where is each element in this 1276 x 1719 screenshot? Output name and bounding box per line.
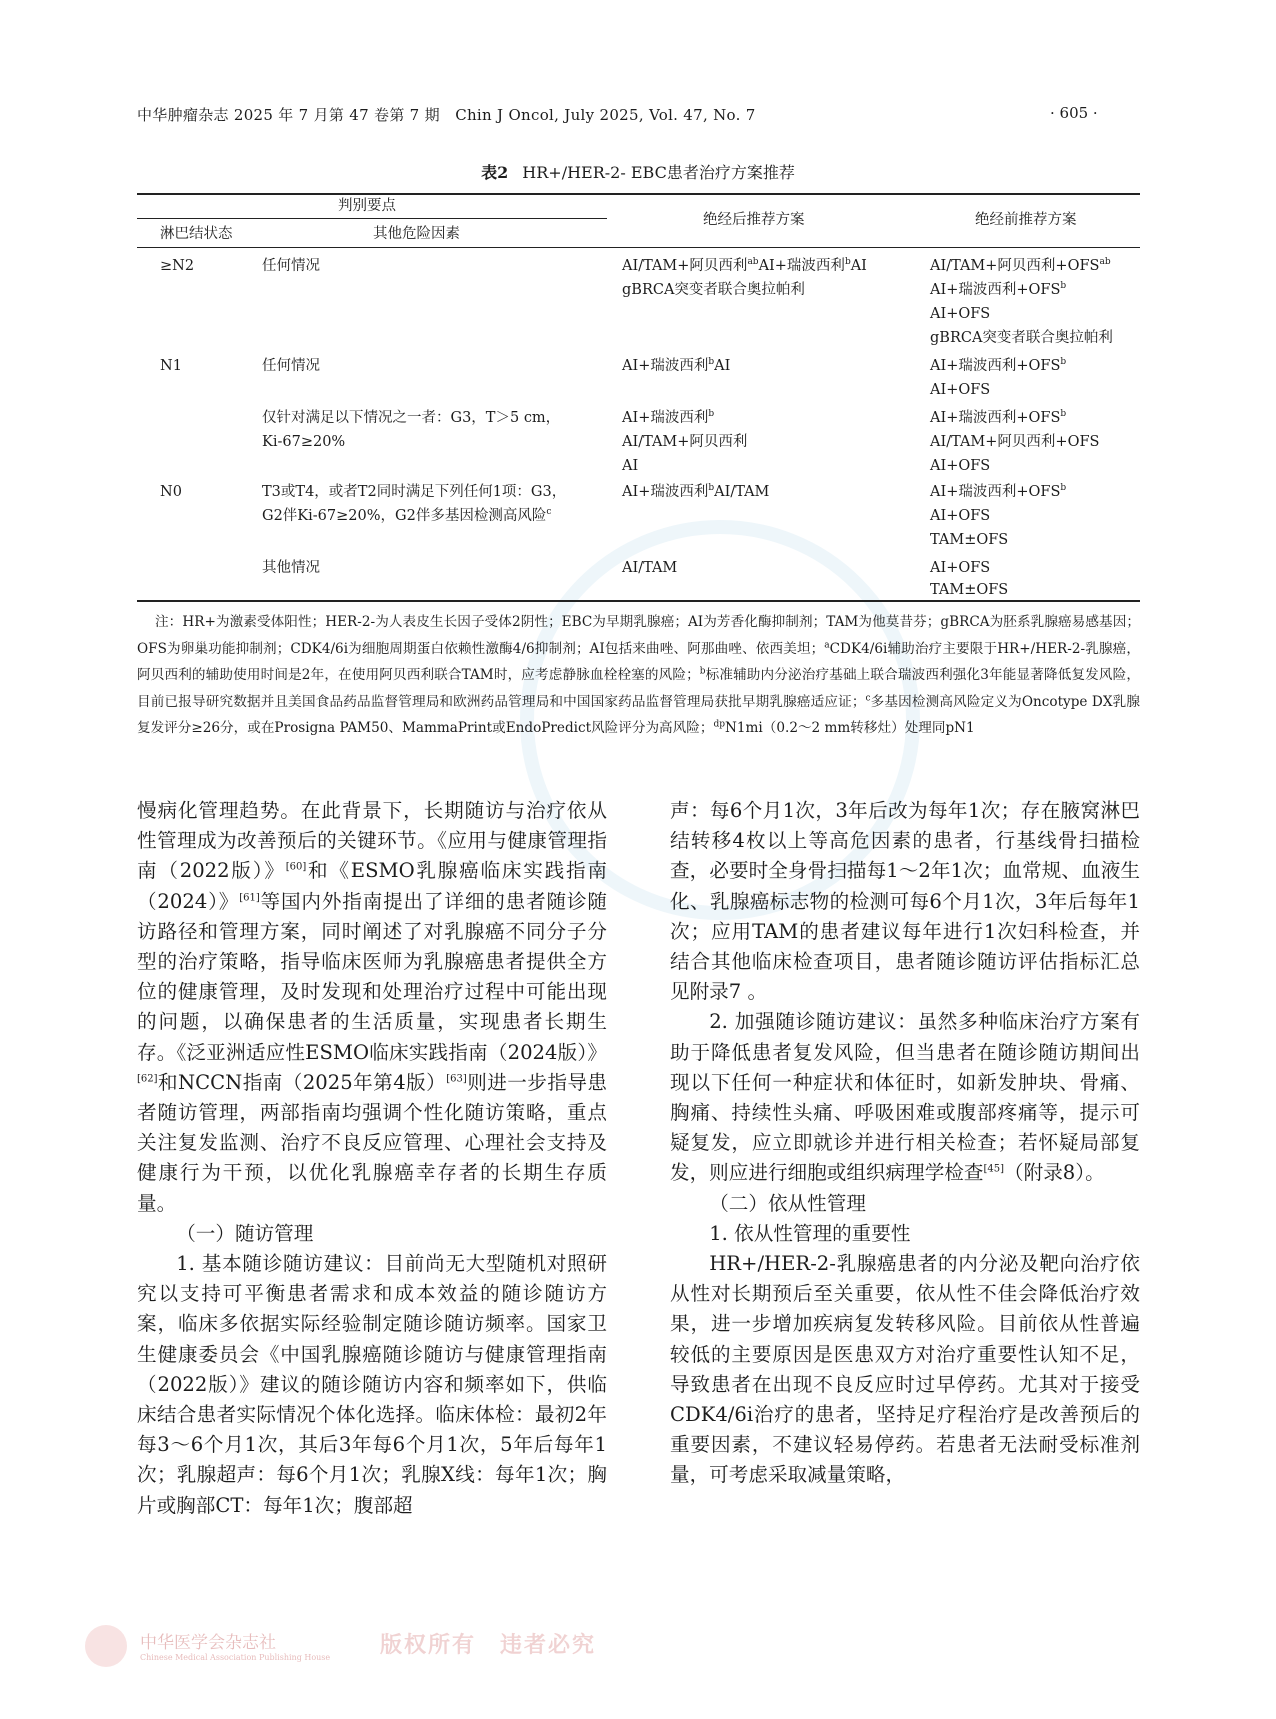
header-risk: 其他危险因素 — [373, 226, 460, 242]
row1-pre-3: AI+OFS — [930, 306, 991, 322]
row2-pre-2: AI+OFS — [930, 382, 991, 398]
row3-risk-2: Ki-67≥20% — [262, 434, 346, 450]
right-paragraph: 声：每6个月1次，3年后改为每年1次；存在腋窝淋巴结转移4枚以上等高危因素的患者，行基线骨扫描检查，必要时全身骨扫描每1～2年1次；血常规、血液生化、乳腺癌标志物的检测可每6个月1次，3年后每年1次；应用TAM的患者建议每年进行1次妇科检查，并结合其他临床检查项目，患者随诊随访评估指标汇总见附录7 。 — [670, 799, 1140, 1004]
row1-pre-1: AI/TAM+阿贝西利$+OFS^{ab}$ — [930, 257, 1111, 274]
row1-risk: 任何情况 — [262, 258, 320, 274]
row5-pre-1: AI+OFS — [930, 560, 991, 576]
row2-pre-1: AI+瑞波西利$+OFS^b$ — [930, 357, 1067, 374]
row4-lymph: N0 — [160, 484, 182, 500]
row2-risk: 任何情况 — [262, 358, 320, 374]
table-header-rule — [137, 247, 1140, 248]
row4-pre-3: TAM±OFS — [930, 532, 1009, 548]
row3-pre-3: AI+OFS — [930, 458, 991, 474]
left-paragraph: 慢病化管理趋势。在此背景下，长期随访与治疗依从性管理成为改善预后的关键环节。《应用与健康管理指南（2022版）》[60]和《ESMO乳腺癌临床实践指南（2024）》[61]等国内外指南提出了详细的患者随诊随访路径和管理方案，同时阐述了对乳腺癌不同分子分型的治疗策略，指导临床医师为乳腺癌患者提供全方位的健康管理，及时发现和处理治疗过程中可能出现的问题，以确保患者的生活质量，实现患者长期生存。《泛亚洲适应性ESMO临床实践指南（2024版）》[62]和NCCN指南（2025年第4版）[63]则进一步指导患者随访管理，两部指南均强调个性化随访策略，重点关注复发监测、治疗不良反应管理、心理社会支持及健康行为干预，以优化乳腺癌幸存者的长期生存质量。 — [137, 799, 608, 1215]
row3-post-2: AI/TAM+阿贝西利 — [622, 434, 748, 450]
publisher-name-en: Chinese Medical Association Publishing House — [140, 1653, 331, 1662]
row4-post-1: AI+瑞波西利$^b$AI/TAM — [622, 483, 770, 500]
row3-pre-2: AI/TAM+阿贝西利+OFS — [930, 434, 1100, 450]
row1-post-1: AI/TAM+阿贝西利$^{ab}$AI+瑞波西利$^b$AI — [622, 257, 867, 274]
row5-risk: 其他情况 — [262, 560, 320, 576]
right-paragraph: 2. 加强随诊随访建议：虽然多种临床治疗方案有助于降低患者复发风险，但当患者在随诊随访期间出现以下任何一种症状和体征时，如新发肿块、骨痛、胸痛、持续性头痛、呼吸困难或腹部疼痛等，提示可疑复发，应立即就诊并进行相关检查；若怀疑局部复发，则应进行细胞或组织病理学检查[45]（附录8）。 — [670, 1010, 1140, 1185]
running-header: 中华肿瘤杂志 2025 年 7 月第 47 卷第 7 期 Chin J Oncol, July 2025, Vol. 47, No. 7 — [137, 106, 756, 124]
left-column — [137, 796, 607, 1521]
row4-risk-2: G2伴Ki-67≥20%，G2伴多基因检测高风险$^c$ — [262, 507, 552, 524]
row1-pre-2: AI+瑞波西利$+OFS^b$ — [930, 281, 1067, 298]
row4-pre-1: AI+瑞波西利$+OFS^b$ — [930, 483, 1067, 500]
right-paragraph: 1. 依从性管理的重要性 — [709, 1221, 911, 1245]
header-judgement: 判别要点 — [338, 198, 396, 214]
row3-post-1: AI+瑞波西利$^b$ — [622, 409, 715, 426]
row2-post-1: AI+瑞波西利$^b$AI — [622, 357, 731, 374]
row1-lymph: ≥N2 — [160, 258, 195, 274]
header-postmenopausal: 绝经后推荐方案 — [703, 212, 805, 228]
table-label: 表2 — [481, 163, 509, 182]
right-paragraph: （二）依从性管理 — [709, 1191, 866, 1215]
row5-pre-2: TAM±OFS — [930, 582, 1009, 598]
left-paragraph: 1. 基本随诊随访建议：目前尚无大型随机对照研究以支持可平衡患者需求和成本效益的随诊随访方案，临床多依据实际经验制定随诊随访频率。国家卫生健康委员会《中国乳腺癌随诊随访与健康管理指南（2022版）》建议的随诊随访内容和频率如下，供临床结合患者实际情况个体化选择。临床体检：最初2年每3～6个月1次，其后3年每6个月1次，5年后每年1次；乳腺超声：每6个月1次；乳腺X线：每年1次；胸片或胸部CT：每年1次；腹部超 — [137, 1252, 607, 1517]
table-caption — [0, 160, 1276, 183]
page-number: · 605 · — [1050, 104, 1098, 122]
right-paragraph: HR+/HER-2-乳腺癌患者的内分泌及靶向治疗依从性对长期预后至关重要，依从性不佳会降低治疗效果，进一步增加疾病复发转移风险。目前依从性普遍较低的主要原因是医患双方对治疗重要性认知不足，导致患者在出现不良反应时过早停药。尤其对于接受CDK4/6i治疗的患者，坚持足疗程治疗是改善预后的重要因素，不建议轻易停药。若患者无法耐受标准剂量，可考虑采取减量策略， — [670, 1252, 1140, 1487]
row4-pre-2: AI+OFS — [930, 508, 991, 524]
left-paragraph: （一）随访管理 — [176, 1221, 314, 1245]
row3-pre-1: AI+瑞波西利$+OFS^b$ — [930, 409, 1067, 426]
row4-risk-1: T3或T4，或者T2同时满足下列任何1项：G3， — [262, 484, 567, 500]
row3-risk-1: 仅针对满足以下情况之一者：G3，T＞5 cm， — [262, 410, 561, 426]
copyright-watermark: 版权所有 违者必究 — [380, 1632, 597, 1658]
right-column — [670, 796, 1140, 1491]
row2-lymph: N1 — [160, 358, 182, 374]
header-lymph: 淋巴结状态 — [160, 226, 233, 242]
publisher-name: 中华医学会杂志社 — [140, 1633, 276, 1653]
table-notes — [137, 609, 1140, 742]
publisher-logo-icon — [85, 1625, 127, 1667]
row5-post-1: AI/TAM — [622, 560, 678, 576]
row1-pre-4: gBRCA突变者联合奥拉帕利 — [930, 330, 1113, 346]
row1-post-2: gBRCA突变者联合奥拉帕利 — [622, 282, 805, 298]
row3-post-3: AI — [622, 458, 639, 474]
table-title: HR+/HER-2- EBC患者治疗方案推荐 — [522, 163, 795, 182]
header-premenopausal: 绝经前推荐方案 — [975, 212, 1077, 228]
table-top-rule — [137, 193, 1140, 195]
table-notes-text: 注：HR+为激素受体阳性；HER-2-为人表皮生长因子受体2阴性；EBC为早期乳腺癌；AI为芳香化酶抑制剂；TAM为他莫昔芬；gBRCA为胚系乳腺癌易感基因；OFS为卵巢功能抑制剂；CDK4/6i为细胞周期蛋白依赖性激酶4/6抑制剂；AI包括来曲唑、阿那曲唑、依西美坦；$^a$CDK4/6i辅助治疗主要限于HR+/HER-2-乳腺癌，阿贝西利的辅助使用时间是2年，在使用阿贝西利联合TAM时，应考虑静脉血栓栓塞的风险；$^b$标准辅助内分泌治疗基础上联合瑞波西利强化3年能显著降低复发风险，目前已报导研究数据并且美国食品药品监督管理局和欧洲药品管理局和中国国家药品监督管理局获批早期乳腺癌适应证；$^c$多基因检测高风险定义为Oncotype DX乳腺复发评分≥26分，或在Prosigna PAM50、MammaPrint或EndoPredict风险评分为高风险；$^{dp}$N1mi（0.2～2 mm转移灶）处理同pN1 — [137, 614, 1141, 736]
table-group-rule — [137, 218, 607, 219]
